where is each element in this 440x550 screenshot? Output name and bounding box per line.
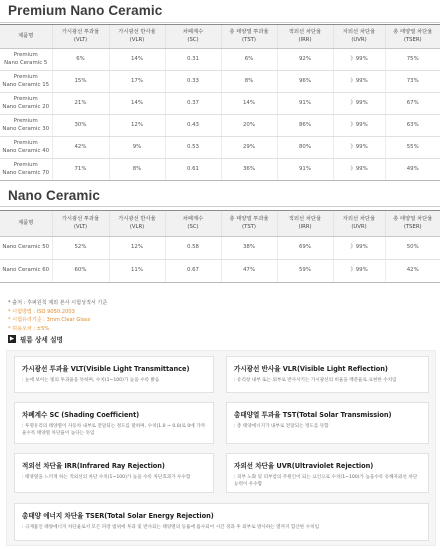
vlr-cell: 11% [109,260,165,283]
tser-cell: 55% [385,137,440,159]
irr-cell: 96% [277,71,333,93]
column-header-abbr: (UVR) [351,223,367,230]
column-header [165,211,221,237]
product-name-line: Premium [13,140,38,147]
guide-box-title: 총태양 에너지 차단율 TSER(Total Solar Energy Rejection) [22,512,214,520]
sc-cell: 0.33 [165,71,221,93]
guide-box-irr [14,453,214,493]
table-row [0,237,440,260]
irr-cell: 91% [277,159,333,181]
guide-box-vlt [14,356,214,393]
column-header-label: 제품명 [18,32,34,39]
column-header [52,211,109,237]
guide-box-title: 가시광선 반사율 VLR(Visible Light Reflection) [234,365,388,373]
product-name-line: Nano Ceramic 30 [2,125,50,132]
column-header-label: 가시광선 투과율 [61,215,100,222]
column-header-label: 가시광선 반사율 [118,215,156,222]
note-line: * 시험유리기준 : 3mm Clear Glass [8,317,91,323]
column-header-abbr: (VLR) [129,223,145,230]
title-divider [0,22,440,23]
uvr-cell: 》99% [333,49,385,71]
arrow-right-icon: ▶ [9,336,15,342]
test-notes [8,299,308,333]
section-title-nano: Nano Ceramic [8,188,100,203]
vlt-cell: 15% [52,71,109,93]
table-header-row [0,211,440,237]
vlt-cell: 42% [52,137,109,159]
column-header-abbr: (TST) [242,36,256,43]
sc-cell: 0.31 [165,49,221,71]
tser-cell: 63% [385,115,440,137]
product-name-line: Nano Ceramic 20 [2,103,50,110]
table-header-row [0,25,440,49]
guide-box-desc: : 총 태양에너지가 내부로 전달되는 정도를 뜻함 [234,424,329,429]
column-header [0,211,52,237]
guide-box-desc: : 피부 노화 및 피부암의 주원인이 되는 요인으로 수치(1~100)가 높을수록 유해자외선 차단 능력이 우수함 [234,475,418,487]
product-name-cell [0,159,52,181]
column-header-abbr: (UVR) [351,36,367,43]
tser-cell: 50% [385,237,440,260]
column-header [333,211,385,237]
uvr-cell: 》99% [333,159,385,181]
table-row [0,159,440,181]
vlr-cell: 12% [109,115,165,137]
guide-box-uvr [226,453,429,493]
tser-cell: 75% [385,49,440,71]
table-row [0,71,440,93]
column-header-label: 적외선 차단율 [288,215,322,222]
irr-cell: 80% [277,137,333,159]
column-header-abbr: (VLT) [73,36,88,43]
vlt-cell: 52% [52,237,109,260]
tser-cell: 67% [385,93,440,115]
tst-cell: 8% [221,71,277,93]
sc-cell: 0.53 [165,137,221,159]
uvr-cell: 》99% [333,93,385,115]
guide-box-sc [14,402,214,444]
product-name-line: Premium [13,118,38,125]
irr-cell: 59% [277,260,333,283]
table-row [0,93,440,115]
column-header [165,25,221,49]
sc-cell: 0.37 [165,93,221,115]
vlt-cell: 6% [52,49,109,71]
tst-cell: 20% [221,115,277,137]
vlr-cell: 12% [109,237,165,260]
vlr-cell: 17% [109,71,165,93]
note-line: * 시험방법 : ISO 9050:2003 [8,308,75,315]
column-header-abbr: (IRR) [298,223,312,230]
uvr-cell: 》99% [333,71,385,93]
guide-box-title: 적외선 차단율 IRR(Infrared Ray Rejection) [22,462,165,470]
premium-spec-table [0,24,440,181]
vlr-cell: 8% [109,159,165,181]
column-header-label: 총 태양열 차단율 [393,215,433,222]
product-name-line: Premium [13,96,38,103]
table-row [0,49,440,71]
column-header-label: 가시광선 반사율 [118,28,156,35]
vlt-cell: 60% [52,260,109,283]
column-header-label: 총 태양열 차단율 [393,28,433,35]
column-header [277,25,333,49]
vlt-cell: 21% [52,93,109,115]
product-name-cell [0,115,52,137]
column-header [277,211,333,237]
irr-cell: 86% [277,115,333,137]
product-name-line: Nano Ceramic 5 [4,59,48,66]
guide-box-vlr [226,356,429,393]
table-row [0,137,440,159]
column-header [385,25,440,49]
guide-box-tser [14,503,429,541]
uvr-cell: 》99% [333,137,385,159]
tser-cell: 73% [385,71,440,93]
column-header [0,25,52,49]
product-name-line: Nano Ceramic 70 [2,169,50,176]
guide-box-title: 차폐계수 SC (Shading Coefficient) [22,411,140,419]
guide-box-desc: : 태양열을 느끼게 하는 적외선의 차단 수치(1~100)가 높을 수록 차단효과가 우수함 [22,475,191,480]
note-line: * 출처 : 후퍼원칙 제외 본사 시험성적서 기준 [8,300,108,306]
product-name-cell [0,71,52,93]
product-name-cell [0,260,52,283]
tst-cell: 36% [221,159,277,181]
column-header-label: 총 태양열 투과율 [229,28,269,35]
product-name-line: Premium [13,162,38,169]
guide-box-desc: : 극재흡인 태양에너지 차단율로서 모든 파장 범위에 투과 및 반사되는 태양열의 등률에 흡수되어 시간 경과 후 외부로 방사하는 열까지 합산한 수치임 [22,525,320,530]
vlr-cell: 14% [109,93,165,115]
guide-box-title: 가시광선 투과율 VLT(Visible Light Transmittance) [22,365,190,373]
sc-cell: 0.43 [165,115,221,137]
product-name-line: Nano Ceramic 15 [2,81,50,88]
column-header-label: 가시광선 투과율 [61,28,100,35]
tst-cell: 47% [221,260,277,283]
column-header [109,211,165,237]
product-name-cell [0,137,52,159]
product-name-cell [0,49,52,71]
tser-cell: 42% [385,260,440,283]
column-header-abbr: (TSER) [403,223,422,230]
film-guide-heading [8,334,63,344]
column-header-label: 총 태양열 투과율 [229,215,269,222]
table-row [0,260,440,283]
product-name-line: Nano Ceramic 60 [2,267,50,274]
nano-spec-table [0,210,440,283]
sc-cell: 0.58 [165,237,221,260]
guide-box-tst [226,402,429,444]
title-divider [0,206,440,207]
column-header-abbr: (TSER) [403,36,422,43]
uvr-cell: 》99% [333,237,385,260]
column-header-abbr: (SC) [187,36,199,43]
guide-box-title: 자외선 차단율 UVR(Ultraviolet Rejection) [234,462,374,470]
column-header-abbr: (VLR) [129,36,145,43]
note-line: * 허용오차 : ±5% [8,325,50,332]
irr-cell: 92% [277,49,333,71]
column-header-label: 자외선 차단율 [342,28,376,35]
table-row [0,115,440,137]
tser-cell: 49% [385,159,440,181]
product-name-line: Nano Ceramic 50 [2,244,50,251]
column-header-abbr: (TST) [242,223,256,230]
column-header-label: 제품명 [18,219,34,226]
column-header [109,25,165,49]
column-header-abbr: (SC) [187,223,199,230]
product-name-line: Nano Ceramic 40 [2,147,50,154]
vlr-cell: 14% [109,49,165,71]
product-name-line: Premium [13,74,38,81]
column-header [221,25,277,49]
product-name-cell [0,237,52,260]
column-header-abbr: (IRR) [298,36,312,43]
vlr-cell: 9% [109,137,165,159]
uvr-cell: 》99% [333,260,385,283]
column-header [221,211,277,237]
guide-box-desc: : 눈에 보이는 빛의 투과율을 뜻하며, 수치(1~100)가 높을 수록 밝음 [22,378,160,383]
guide-box-title: 총태양열 투과율 TST(Total Solar Transmission) [234,411,392,419]
column-header-label: 차폐계수 [182,215,204,222]
vlt-cell: 30% [52,115,109,137]
column-header [52,25,109,49]
column-header-abbr: (VLT) [73,223,88,230]
column-header [333,25,385,49]
sc-cell: 0.61 [165,159,221,181]
column-header-label: 자외선 차단율 [342,215,376,222]
section-title-premium: Premium Nano Ceramic [8,3,163,18]
guide-box-desc: : 투명유리의 태양열이 자동차 내부로 전달되는 정도를 말하며, 수치(1.0 ~ 0.0)로 0에 가까울수록 태양열 차단율이 높다는 뜻임 [22,424,206,436]
column-header-label: 적외선 차단율 [288,28,322,35]
tst-cell: 6% [221,49,277,71]
vlt-cell: 71% [52,159,109,181]
film-guide-title: 필름 상세 설명 [20,336,63,344]
product-name-line: Premium [13,52,38,59]
tst-cell: 29% [221,137,277,159]
product-name-cell [0,93,52,115]
irr-cell: 91% [277,93,333,115]
irr-cell: 69% [277,237,333,260]
uvr-cell: 》99% [333,115,385,137]
column-header-label: 차폐계수 [182,28,204,35]
tst-cell: 38% [221,237,277,260]
guide-box-desc: : 유리창 내부 또는 외부로 반사시키는 가시광선의 비율을 백분율로 표현한 수치임 [234,378,397,383]
sc-cell: 0.67 [165,260,221,283]
column-header [385,211,440,237]
tst-cell: 14% [221,93,277,115]
